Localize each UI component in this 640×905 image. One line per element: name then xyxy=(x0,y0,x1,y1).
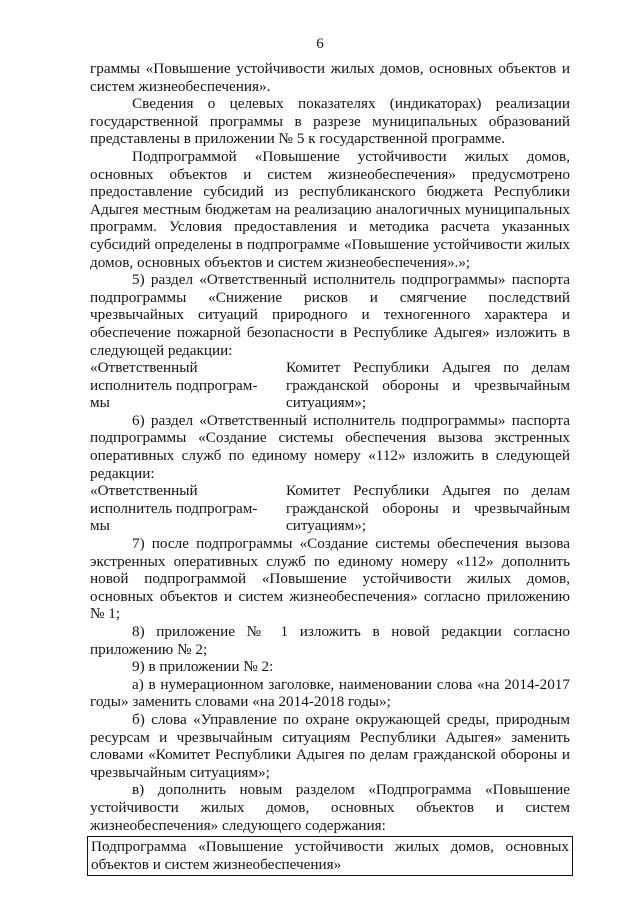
paragraph-item-9: 9) в приложении № 2: xyxy=(132,658,274,676)
paragraph-subsidies: Подпрограммой «Повышение устойчивости жилых домов, основных объектов и систем жизнеобеспечения» предусмотрено предоставление субсидий из республиканского бюджета Республики Адыгея местным бюджетам на реализацию аналогичных муниципальных программ. Условия предоставления и методика расчета указанных субсидий определены в подпрограмме «Повышение устойчивости жилых домов, основных объектов и систем жизнеобеспечения».»; xyxy=(90,147,570,271)
subprogram-title-box xyxy=(87,836,573,876)
passport-table-2 xyxy=(90,482,570,535)
paragraph-item-6: 6) раздел «Ответственный исполнитель подпрограммы» паспорта подпрограммы «Создание системы обеспечения вызова экстренных оперативных служб по единому номеру «112» изложить в следующей редакции: xyxy=(90,411,570,482)
page-number: 6 xyxy=(316,36,324,52)
paragraph-item-8: 8) приложение № 1 изложить в новой редакции согласно приложению № 2; xyxy=(90,623,570,658)
paragraph-continuation: граммы «Повышение устойчивости жилых домов, основных объектов и систем жизнеобеспечения». xyxy=(90,60,570,95)
passport-table-2-label: «Ответственный исполнитель подпрограм- мы xyxy=(90,482,258,535)
paragraph-item-9a: а) в нумерационном заголовке, наименовании слова «на 2014-2017 годы» заменить словами «на 2014-2018 годы»; xyxy=(90,675,570,711)
paragraph-indicators: Сведения о целевых показателях (индикаторах) реализации государственной программы в разрезе муниципальных образований представлены в приложении № 5 к государственной программе. xyxy=(90,95,570,148)
paragraph-item-7: 7) после подпрограммы «Создание системы обеспечения вызова экстренных оперативных служб по единому номеру «112» дополнить новой подпрограммой «Повышение устойчивости жилых домов, основных объектов и систем жизнеобеспечения» согласно приложению № 1; xyxy=(90,535,570,623)
paragraph-item-5: 5) раздел «Ответственный исполнитель подпрограммы» паспорта подпрограммы «Снижение рисков и смягчение последствий чрезвычайных ситуаций природного и техногенного характера и обеспечение пожарной безопасности в Республике Адыгея» изложить в следующей редакции: xyxy=(90,271,570,359)
document-body xyxy=(90,60,570,876)
passport-table-1-label: «Ответственный исполнитель подпрограм- мы xyxy=(90,359,258,412)
passport-table-1 xyxy=(90,359,570,412)
passport-table-2-value: Комитет Республики Адыгея по делам гражданской обороны и чрезвычайным ситуациям»; xyxy=(286,482,570,535)
paragraph-item-9b: б) слова «Управление по охране окружающей среды, природным ресурсам и чрезвычайным ситуациям Республики Адыгея» заменить словами «Комитет Республики Адыгея по делам гражданской обороны и чрезвычайным ситуациям»; xyxy=(90,710,570,781)
subprogram-title: Подпрограмма «Повышение устойчивости жилых домов, основных объектов и систем жизнеобеспечения» xyxy=(91,838,569,873)
passport-table-1-value: Комитет Республики Адыгея по делам гражданской обороны и чрезвычайным ситуациям»; xyxy=(286,359,570,412)
paragraph-item-9v: в) дополнить новым разделом «Подпрограмма «Повышение устойчивости жилых домов, основных объектов и систем жизнеобеспечения» следующего содержания: xyxy=(90,781,570,834)
